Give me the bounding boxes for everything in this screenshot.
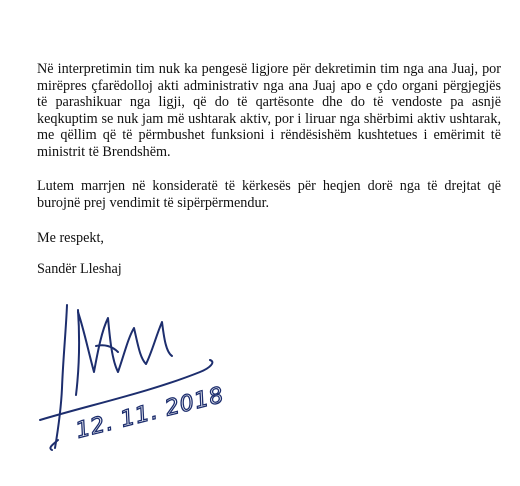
handwritten-date: 12. 11. 2018 <box>73 382 227 444</box>
signature-stroke <box>96 345 118 352</box>
closing-salutation: Me respekt, <box>37 230 104 246</box>
signature-stroke <box>50 440 58 450</box>
signature-stroke <box>55 305 67 448</box>
signer-name: Sandër Lleshaj <box>37 261 122 277</box>
signature-stroke <box>78 312 172 372</box>
signature-stroke <box>76 310 79 395</box>
letter-paragraph-2: Lutem marrjen në konsideratë të kërkesës për heqjen dorë nga të drejtat që burojnë prej vendimit të sipërpërmendur. <box>37 178 501 211</box>
letter-paragraph-1: Në interpretimin tim nuk ka pengesë ligjore për dekretimin tim nga ana Juaj, por mirëpres çfarëdolloj akti administrativ nga ana Juaj apo e çdo organi përgjegjës të parashikuar nga ligji, që do të qartësonte dhe do të vendoste pa asnjë keqkuptim se nuk jam më ushtarak aktiv, por i liruar nga shërbimi aktiv ushtarak, me qëllim që të përmbushet funksioni i rëndësishëm kushtetues i emërimit të ministrit të Brendshëm. <box>37 61 501 160</box>
signature-stroke <box>40 360 212 420</box>
